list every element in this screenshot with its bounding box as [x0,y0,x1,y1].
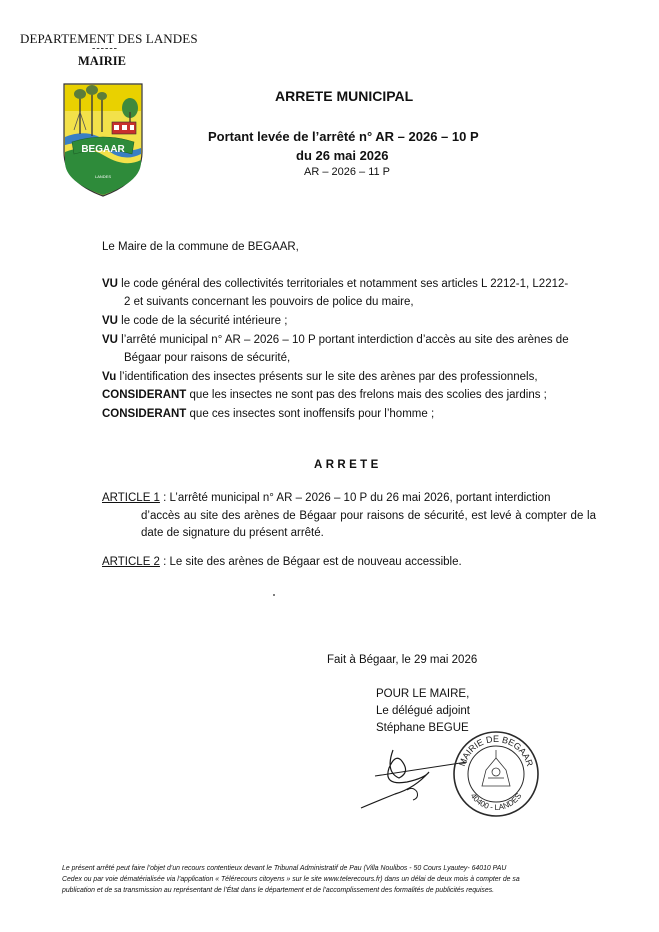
footer-line-1: Le présent arrêté peut faire l’objet d’un recours contentieux devant le Tribunal Administratif de Pau (Villa Noulibos - 50 Cours Lyautey- 64010 PAU [62,865,507,872]
preamble-item [102,368,538,386]
article-2-text: : Le site des arènes de Bégaar est de nouveau accessible. [159,556,462,568]
preamble-keyword: CONSIDERANT [102,408,187,420]
article-2-label: ARTICLE 2 [102,556,160,568]
place-and-date: Fait à Bégaar, le 29 mai 2026 [327,654,478,666]
article-1-text: : L’arrêté municipal n° AR – 2026 – 10 P du 26 mai 2026, portant interdiction [159,492,551,504]
department-header: DEPARTEMENT DES LANDES [20,31,198,46]
preamble-item [102,405,434,423]
preamble-keyword: CONSIDERANT [102,389,187,401]
preamble-text: que les insectes ne sont pas des frelons mais des scolies des jardins ; [186,389,547,401]
preamble-keyword: VU [102,278,118,290]
preamble-text: que ces insectes sont inoffensifs pour l’homme ; [186,408,435,420]
begaar-crest-logo [60,82,146,198]
mairie-stamp [452,730,540,818]
article-1-continuation: d’accès au site des arènes de Bégaar pour raisons de sécurité, est levé à compter de la date de signature du présent arrêté. [141,509,596,539]
preamble-text: le code général des collectivités territoriales et notamment ses articles L 2212-1, L2212- [117,278,569,290]
preamble-keyword: VU [102,315,118,327]
stamp-top-path: MAIRIE DE BEGAAR [457,733,535,768]
preamble-item [102,331,569,349]
legal-footer [62,863,602,896]
mairie-header: MAIRIE [78,54,126,68]
preamble-text: l’arrêté municipal n° AR – 2026 – 10 P portant interdiction d’accès au site des arènes de [117,334,569,346]
footer-line-2: Cedex ou par voie dématérialisée via l’application « Télérecours citoyens » sur le site www.telerecours.fr) dans un délai de deux mois à compter de sa [62,876,520,883]
preamble-intro: Le Maire de la commune de BEGAAR, [102,241,299,253]
stray-dot [273,594,275,596]
preamble-keyword: VU [102,334,118,346]
subtitle-line-2: du 26 mai 2026 [296,148,389,163]
stamp-bottom-path: 40400 - LANDES [468,791,524,813]
decision-heading: ARRETE [314,459,382,471]
preamble-text: l’identification des insectes présents sur le site des arènes par des professionnels, [116,371,538,383]
document-title: ARRETE MUNICIPAL [275,88,414,104]
signatory-name: Stéphane BEGUE [376,722,469,734]
article-2 [102,556,462,568]
header-divider: ------ [92,43,118,54]
preamble-item-continuation: Bégaar pour raisons de sécurité, [124,352,291,364]
signatory-line-2: Le délégué adjoint [376,705,470,717]
preamble-item [102,275,568,293]
signatory-line-1: POUR LE MAIRE, [376,688,470,700]
preamble-keyword: Vu [102,371,117,383]
article-1 [102,490,596,543]
preamble-item [102,312,287,330]
preamble-text: le code de la sécurité intérieure ; [117,315,288,327]
crest-label: BEGAAR [81,144,125,155]
arrete-reference: AR – 2026 – 11 P [304,166,391,178]
article-1-label: ARTICLE 1 [102,492,160,504]
preamble-item-continuation: 2 et suivants concernant les pouvoirs de police du maire, [124,296,414,308]
preamble-item [102,386,547,404]
footer-line-3: publication et de sa transmission au représentant de l’État dans le département et de l’accomplissement des formalités de publicités requises. [62,887,495,894]
subtitle-line-1: Portant levée de l’arrêté n° AR – 2026 – 10 P [208,129,479,144]
crest-small-text: LANDES [94,174,112,179]
